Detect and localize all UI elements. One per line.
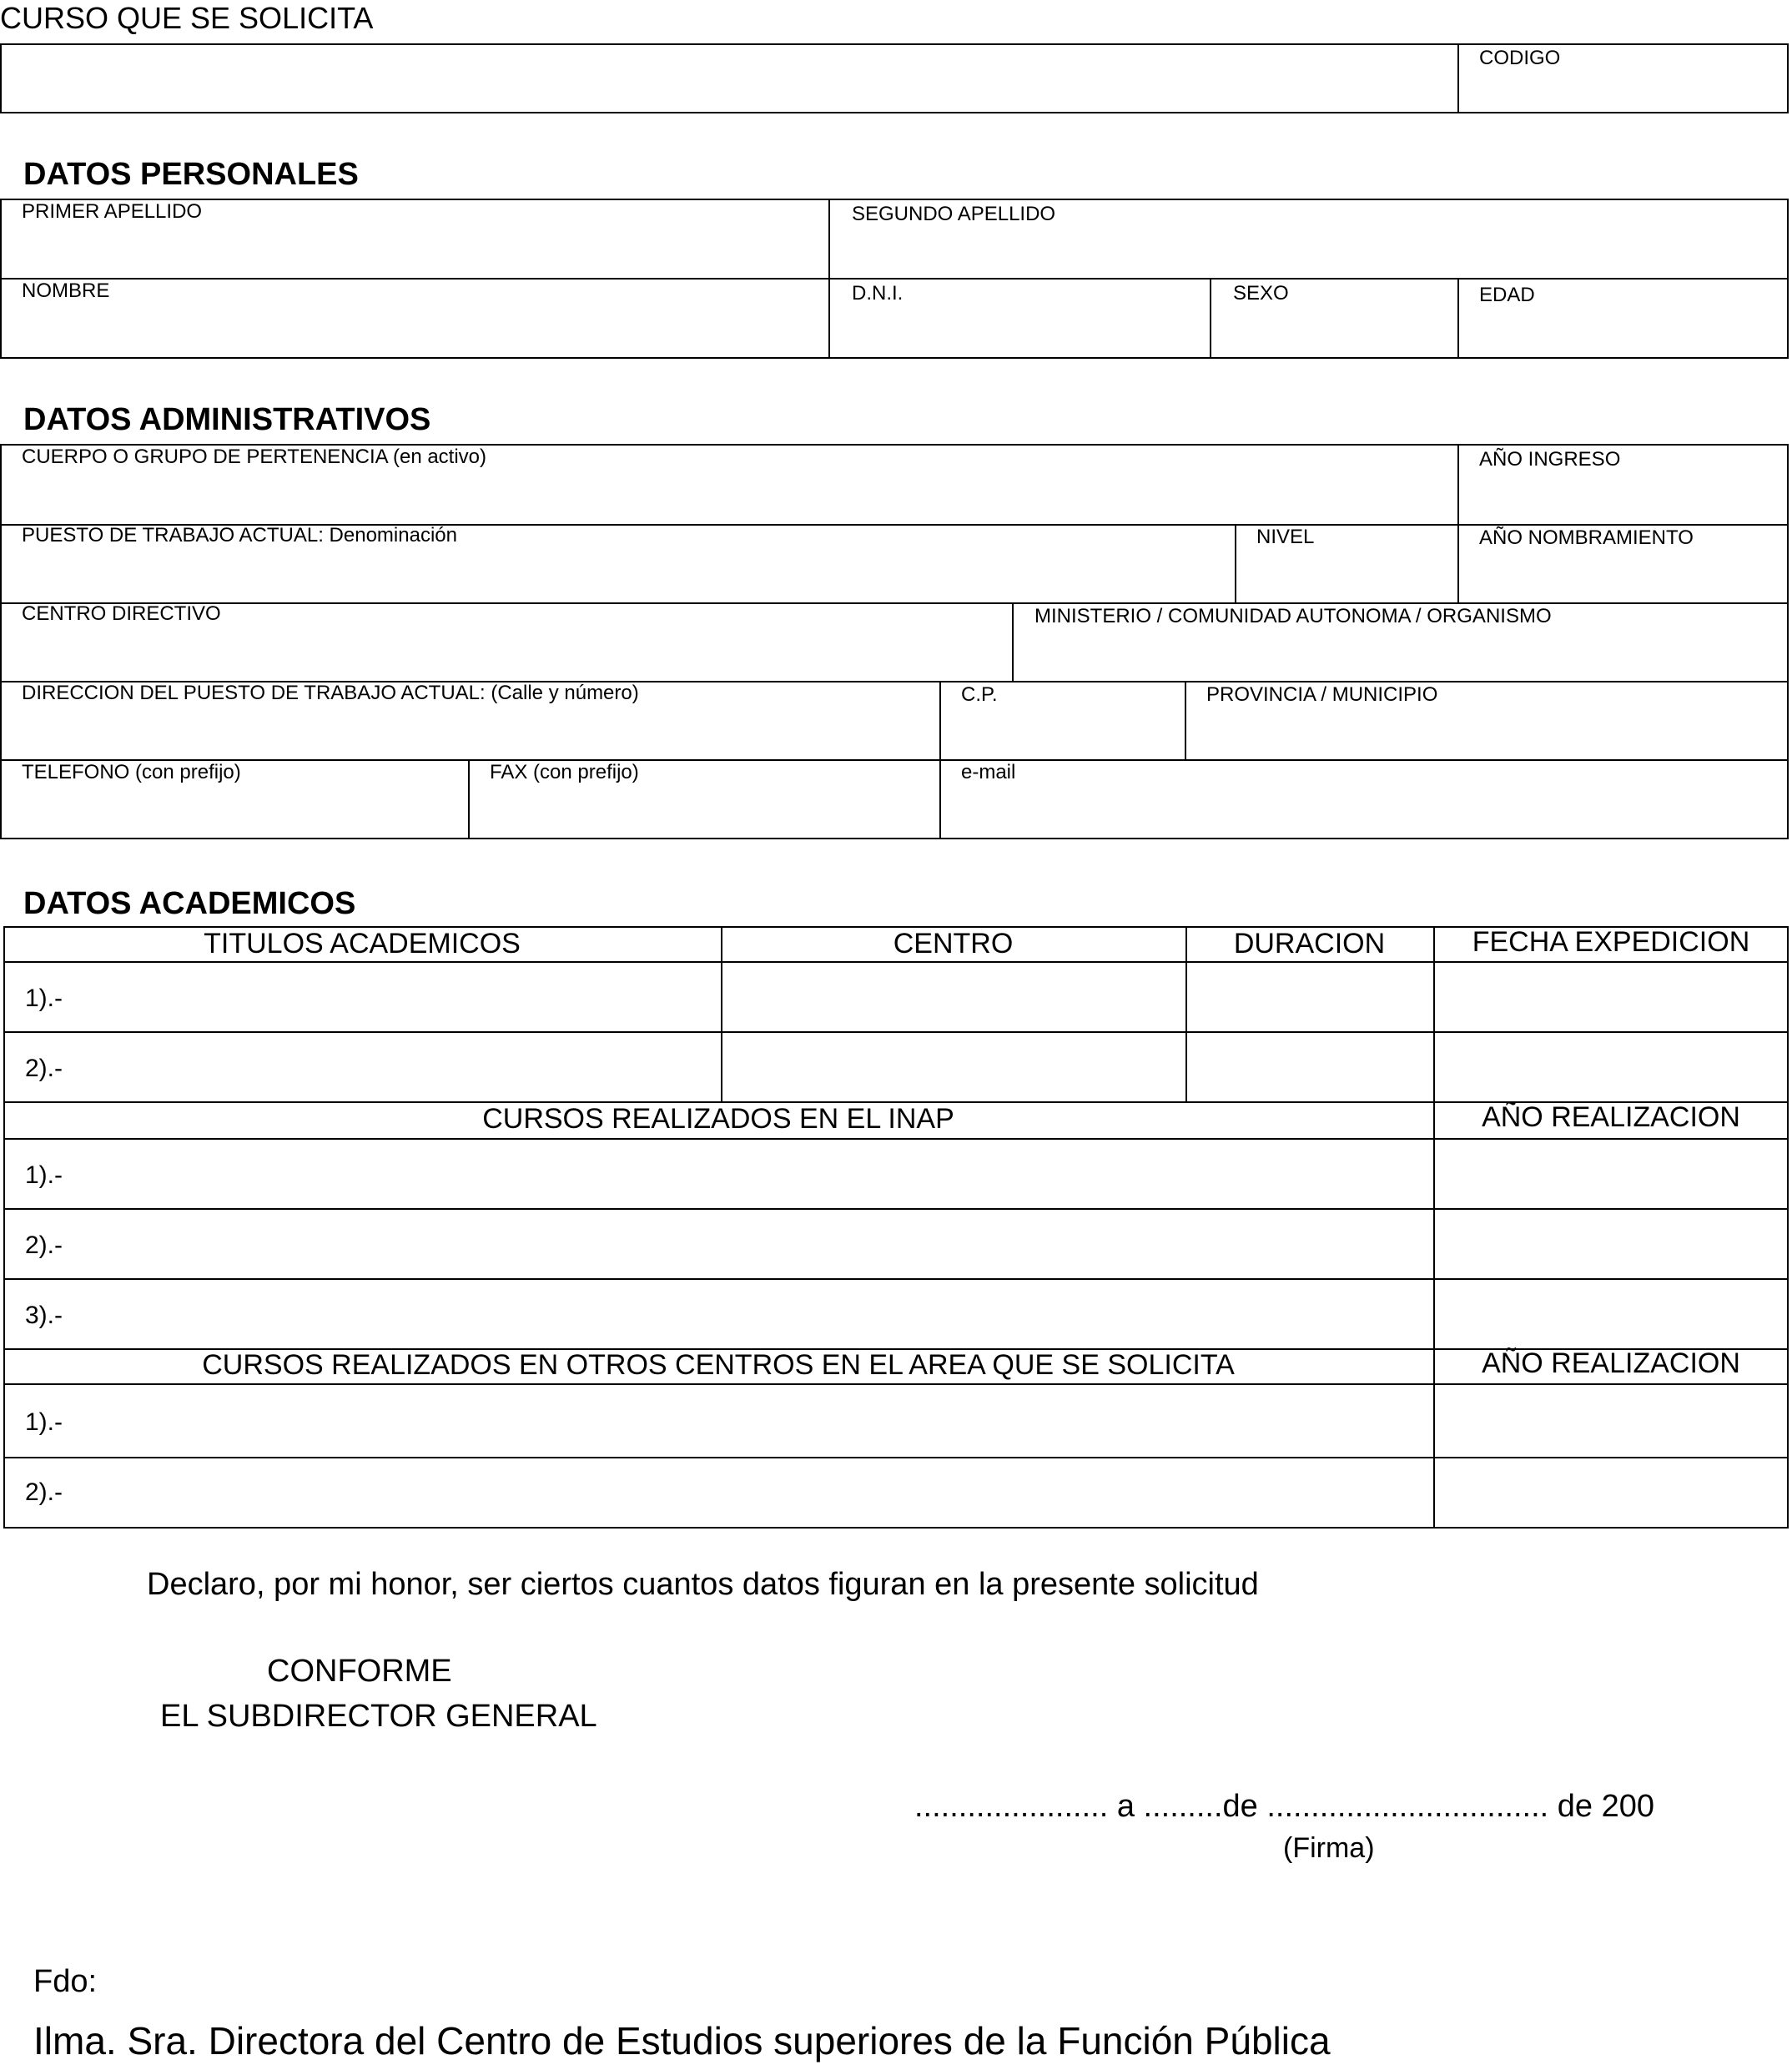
curso-title: CURSO QUE SE SOLICITA	[0, 1, 374, 35]
nivel-label: NIVEL	[1256, 526, 1315, 548]
provincia-field[interactable]	[1188, 709, 1786, 758]
primer-apellido-field[interactable]	[3, 225, 826, 275]
segundo-apellido-field[interactable]	[832, 227, 1786, 275]
datos-personales-heading: DATOS PERSONALES	[23, 157, 359, 192]
col-fecha-header: FECHA EXPEDICION	[1472, 926, 1750, 958]
divider	[1457, 43, 1459, 113]
col-titulos-header: TITULOS ACADEMICOS	[204, 928, 521, 959]
cp-field[interactable]	[943, 709, 1182, 758]
divider	[0, 759, 1789, 761]
anio-ingreso-field[interactable]	[1461, 474, 1786, 522]
inap-anio-2-field[interactable]	[1437, 1211, 1785, 1277]
centro-2-field[interactable]	[724, 1035, 1183, 1100]
divider	[939, 681, 941, 839]
col-duracion-header: DURACION	[1233, 928, 1386, 959]
centro-1-field[interactable]	[724, 964, 1183, 1030]
col-centro-header: CENTRO	[893, 928, 1014, 959]
fax-field[interactable]	[471, 788, 937, 838]
anio-ingreso-label: AÑO INGRESO	[1479, 448, 1621, 471]
divider	[3, 1208, 1789, 1210]
nombre-field[interactable]	[3, 304, 826, 355]
otros-curso-2-field[interactable]	[100, 1460, 1430, 1525]
date-line: ...................... a .........de ................................ de 200	[914, 1789, 1654, 1824]
anio-nombramiento-field[interactable]	[1461, 551, 1786, 601]
fecha-2-field[interactable]	[1437, 1035, 1785, 1100]
inap-header: CURSOS REALIZADOS EN EL INAP	[482, 1103, 954, 1135]
primer-apellido-label: PRIMER APELLIDO	[22, 200, 203, 223]
addressee-text: Ilma. Sra. Directora del Centro de Estudios superiores de la Función Pública	[33, 2019, 1331, 2062]
inap-row-label: 3).-	[25, 1302, 63, 1329]
datos-administrativos-heading: DATOS ADMINISTRATIVOS	[23, 402, 431, 437]
cuerpo-field[interactable]	[3, 472, 1455, 522]
cp-label: C.P.	[961, 683, 998, 706]
codigo-label: CODIGO	[1479, 47, 1561, 69]
provincia-label: PROVINCIA / MUNICIPIO	[1206, 683, 1438, 706]
inap-curso-1-field[interactable]	[100, 1141, 1430, 1206]
ministerio-field[interactable]	[1015, 631, 1786, 679]
ministerio-label: MINISTERIO / COMUNIDAD AUTONOMA / ORGANISMO	[1034, 605, 1552, 627]
otros-year-header: AÑO REALIZACION	[1482, 1347, 1740, 1379]
divider	[3, 1383, 1789, 1385]
titulo-row-label: 1).-	[25, 985, 63, 1012]
email-label: e-mail	[961, 761, 1016, 783]
direccion-field[interactable]	[3, 709, 937, 758]
divider	[1457, 444, 1459, 602]
divider	[3, 1457, 1789, 1458]
direccion-label: DIRECCION DEL PUESTO DE TRABAJO ACTUAL: (Calle y número)	[22, 682, 639, 704]
divider	[1457, 278, 1459, 359]
divider	[1012, 602, 1014, 681]
divider	[0, 602, 1789, 604]
subdirector-text: EL SUBDIRECTOR GENERAL	[160, 1699, 597, 1734]
divider	[1210, 278, 1211, 359]
divider	[1235, 524, 1236, 602]
fdo-label: Fdo:	[33, 1964, 98, 1999]
inap-year-header: AÑO REALIZACION	[1482, 1101, 1740, 1133]
declaration-text: Declaro, por mi honor, ser ciertos cuantos datos figuran en la presente solicitud	[147, 1567, 1259, 1602]
centro-directivo-label: CENTRO DIRECTIVO	[22, 602, 221, 625]
divider	[3, 961, 1789, 963]
otros-curso-1-field[interactable]	[100, 1387, 1430, 1455]
duracion-1-field[interactable]	[1189, 964, 1431, 1030]
email-field[interactable]	[943, 788, 1786, 838]
otros-anio-2-field[interactable]	[1437, 1460, 1785, 1525]
dni-label: D.N.I.	[852, 282, 904, 305]
duracion-2-field[interactable]	[1189, 1035, 1431, 1100]
divider	[0, 278, 1789, 280]
fecha-1-field[interactable]	[1437, 964, 1785, 1030]
inap-curso-2-field[interactable]	[100, 1211, 1430, 1277]
divider	[1433, 926, 1435, 1529]
divider	[3, 1031, 1789, 1033]
puesto-label: PUESTO DE TRABAJO ACTUAL: Denominación	[22, 524, 457, 546]
divider	[1185, 681, 1186, 759]
inap-row-label: 2).-	[25, 1231, 63, 1259]
nivel-field[interactable]	[1238, 551, 1455, 601]
edad-label: EDAD	[1479, 284, 1535, 306]
sexo-label: SEXO	[1233, 282, 1289, 305]
nombre-label: NOMBRE	[22, 280, 110, 302]
segundo-apellido-label: SEGUNDO APELLIDO	[852, 203, 1056, 225]
telefono-field[interactable]	[3, 788, 466, 838]
inap-anio-1-field[interactable]	[1437, 1141, 1785, 1206]
cuerpo-label: CUERPO O GRUPO DE PERTENENCIA (en activo)	[22, 446, 487, 468]
divider	[828, 199, 830, 359]
dni-field[interactable]	[832, 307, 1207, 355]
otros-anio-1-field[interactable]	[1437, 1387, 1785, 1455]
anio-nombramiento-label: AÑO NOMBRAMIENTO	[1479, 526, 1694, 549]
fax-label: FAX (con prefijo)	[490, 761, 639, 783]
inap-curso-3-field[interactable]	[100, 1282, 1430, 1347]
puesto-field[interactable]	[3, 551, 1232, 601]
edad-field[interactable]	[1461, 307, 1786, 355]
otros-row-label: 2).-	[25, 1478, 63, 1506]
titulo-row-label: 2).-	[25, 1055, 63, 1082]
telefono-label: TELEFONO (con prefijo)	[22, 761, 241, 783]
conforme-text: CONFORME	[267, 1654, 452, 1689]
titulo-2-field[interactable]	[100, 1035, 717, 1100]
inap-row-label: 1).-	[25, 1161, 63, 1189]
otros-header: CURSOS REALIZADOS EN OTROS CENTROS EN EL AREA QUE SE SOLICITA	[202, 1349, 1235, 1381]
sexo-field[interactable]	[1213, 307, 1455, 355]
divider	[3, 1138, 1789, 1140]
centro-directivo-field[interactable]	[3, 629, 1009, 679]
otros-row-label: 1).-	[25, 1408, 63, 1436]
divider	[468, 759, 470, 839]
datos-academicos-heading: DATOS ACADEMICOS	[23, 886, 356, 921]
firma-label: (Firma)	[1283, 1832, 1375, 1864]
inap-anio-3-field[interactable]	[1437, 1282, 1785, 1347]
titulo-1-field[interactable]	[100, 964, 717, 1030]
divider	[3, 1278, 1789, 1280]
